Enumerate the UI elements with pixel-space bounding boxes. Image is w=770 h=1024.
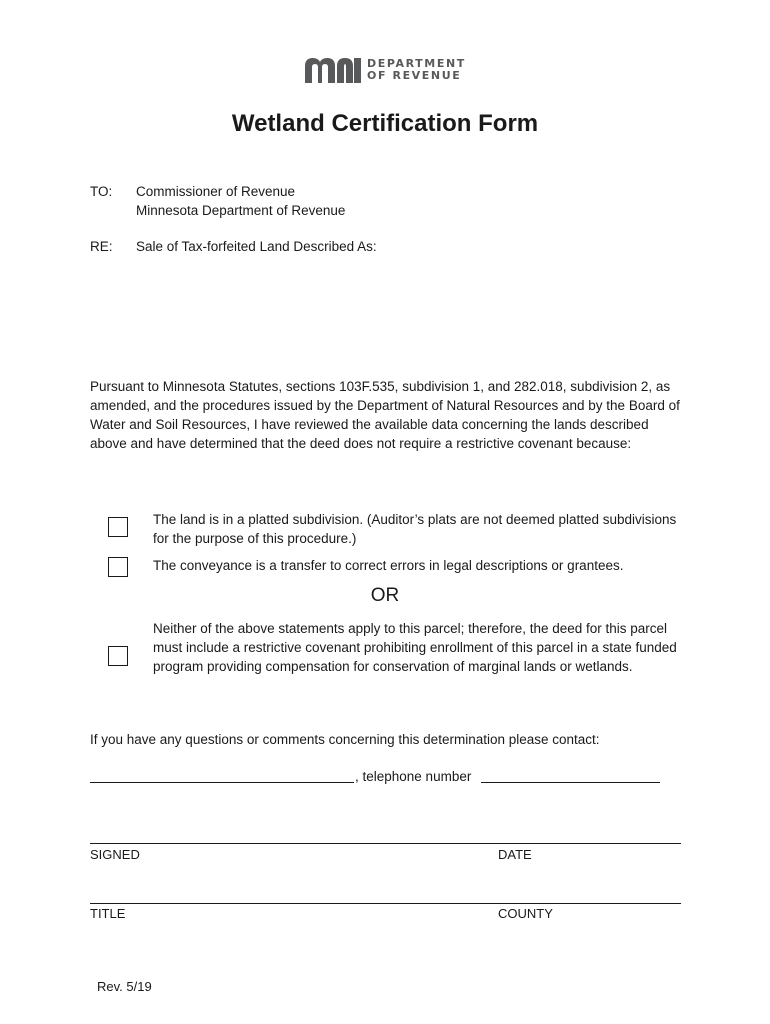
telephone-label: , telephone number [355, 769, 472, 784]
option-correct-errors: The conveyance is a transfer to correct errors in legal descriptions or grantees. [153, 558, 624, 573]
contact-name-field[interactable] [90, 782, 354, 783]
logo-line-1: DEPARTMENT [367, 57, 466, 70]
title-county-line[interactable] [90, 903, 681, 904]
re-label: RE: [90, 239, 113, 254]
or-divider: OR [370, 585, 400, 606]
page-title: Wetland Certification Form [231, 110, 539, 137]
signed-label: SIGNED [90, 847, 140, 862]
contact-prompt: If you have any questions or comments concerning this determination please contact: [90, 732, 600, 747]
to-line-1: Commissioner of Revenue [136, 184, 296, 199]
logo-line-2: OF REVENUE [367, 69, 462, 82]
to-label: TO: [90, 184, 113, 199]
mn-revenue-logo [305, 56, 466, 84]
telephone-field[interactable] [481, 782, 660, 783]
option-restrictive-covenant: Neither of the above statements apply to this parcel; therefore, the deed for this parcel must include a restrictive covenant prohibiting enrollment of this parcel in a state funded program providing compensation for conservation of marginal lands or wetlands. [153, 621, 677, 674]
statute-paragraph: Pursuant to Minnesota Statutes, sections 103F.535, subdivision 1, and 282.018, subdivision 2, as amended, and the procedures issued by the Department of Natural Resources and by the Board of Water and Soil Resources, I have reviewed the available data concerning the lands described above and have determined that the deed does not require a restrictive covenant because: [90, 379, 680, 451]
date-label: DATE [498, 847, 532, 862]
option-platted-subdivision: The land is in a platted subdivision. (Auditor’s plats are not deemed platted subdivisions for the purpose of this procedure.) [153, 512, 677, 546]
checkbox-restrictive-covenant[interactable] [108, 646, 128, 666]
county-label: COUNTY [498, 906, 553, 921]
signed-date-line[interactable] [90, 843, 681, 844]
to-line-2: Minnesota Department of Revenue [136, 203, 346, 218]
checkbox-correct-errors[interactable] [108, 557, 128, 577]
mn-logo-icon [305, 57, 361, 83]
checkbox-platted-subdivision[interactable] [108, 517, 128, 537]
land-description-area[interactable] [136, 262, 680, 362]
re-text: Sale of Tax-forfeited Land Described As: [136, 239, 377, 254]
revision-label: Rev. 5/19 [97, 979, 152, 994]
title-label: TITLE [90, 906, 126, 921]
